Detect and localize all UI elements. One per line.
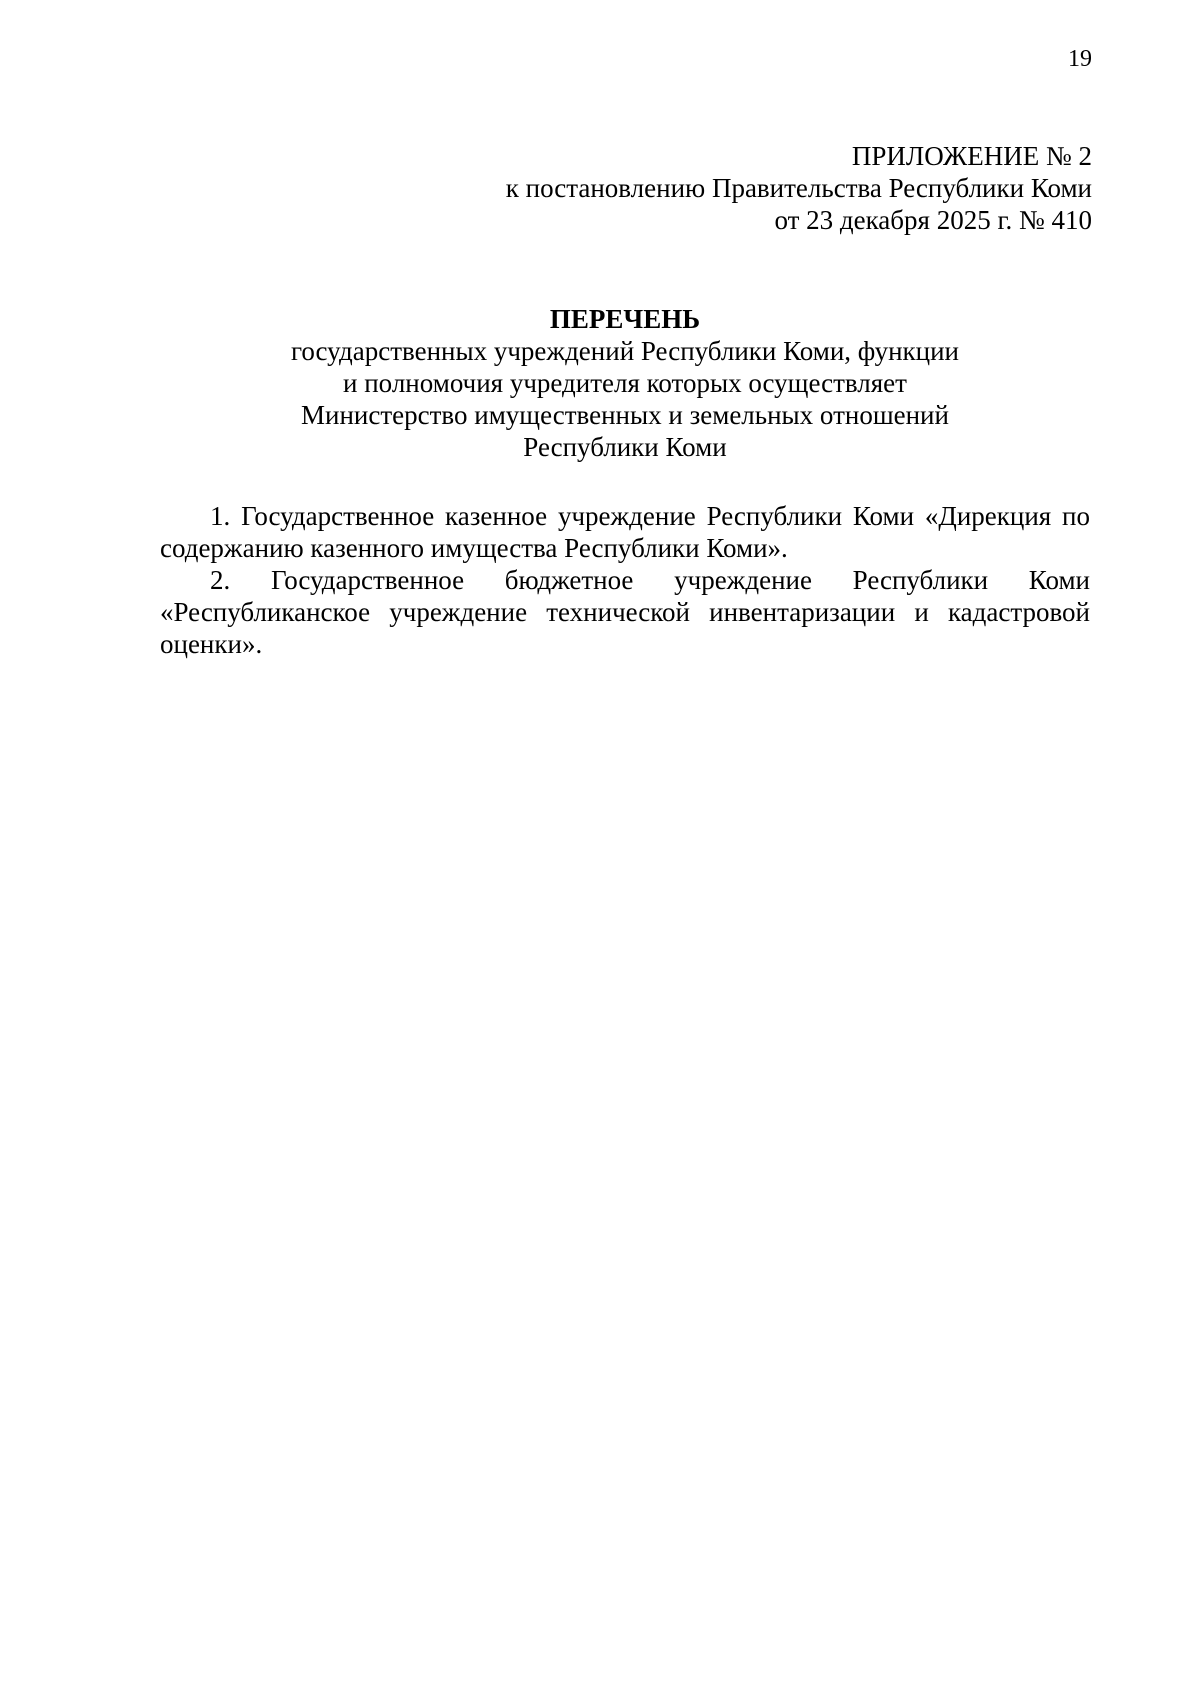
appendix-header xyxy=(392,140,1092,236)
title-heading: ПЕРЕЧЕНЬ xyxy=(549,304,701,334)
document-title xyxy=(160,303,1090,463)
list-item: 2. Государственное бюджетное учреждение Республики Коми «Республиканское учреждение технической инвентаризации и кадастровой оценки». xyxy=(160,565,1090,659)
title-subtitle-line: государственных учреждений Республики Коми, функции xyxy=(290,336,960,366)
list-item: 1. Государственное казенное учреждение Республики Коми «Дирекция по содержанию казенного имущества Республики Коми». xyxy=(160,501,1090,563)
appendix-resolution: к постановлению Правительства Республики Коми xyxy=(505,173,1092,203)
title-subtitle-line: и полномочия учредителя которых осуществляет xyxy=(343,368,907,398)
page-number: 19 xyxy=(1068,46,1092,72)
title-subtitle-line: Республики Коми xyxy=(523,432,727,462)
title-subtitle-line: Министерство имущественных и земельных отношений xyxy=(301,400,949,430)
institution-list xyxy=(160,500,1090,660)
appendix-label: ПРИЛОЖЕНИЕ № 2 xyxy=(851,141,1092,171)
appendix-date: от 23 декабря 2025 г. № 410 xyxy=(774,205,1092,235)
